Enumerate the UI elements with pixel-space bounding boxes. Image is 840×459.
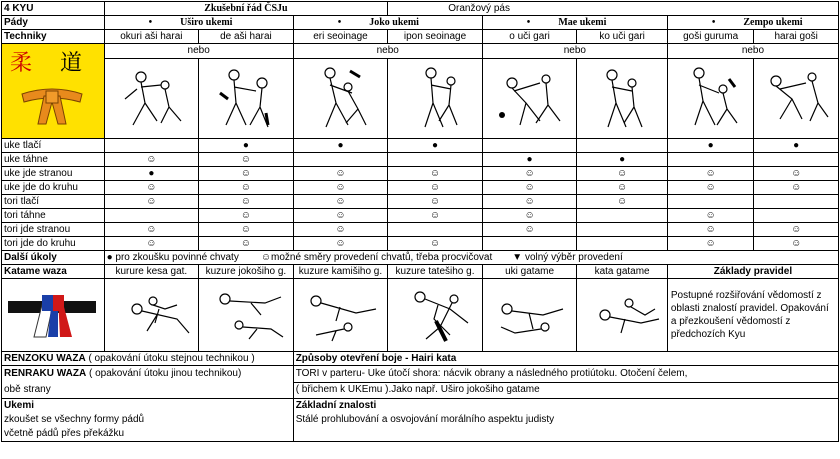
- symbol-cell: ☺: [104, 195, 199, 209]
- symbol-cell: [667, 153, 754, 167]
- symbol-cell: ☺: [388, 209, 483, 223]
- belt-label: Oranžový pás: [388, 2, 839, 16]
- katame-name: kuzure kamišiho g.: [293, 265, 388, 279]
- symbol-cell: ☺: [388, 237, 483, 251]
- zaklady-text: Postupné rozšiřování vědomostí z oblasti znalostí pravidel. Opakování a přezkoušení vědomostí z předchozích Kyu: [667, 279, 838, 352]
- symbol-cell: ☺: [199, 153, 294, 167]
- hold-illustration: [199, 279, 294, 352]
- symbol-cell: ☺: [482, 223, 577, 237]
- renraku-cell: RENRAKU WAZA ( opakování útoku jinou technikou) obě strany: [2, 366, 294, 399]
- throw-illustration: [199, 59, 294, 139]
- symbol-cell: ☺: [104, 223, 199, 237]
- symbol-cell: ☺: [482, 181, 577, 195]
- exam-title: Zkušební řád ČSJu: [104, 2, 388, 16]
- symbol-cell: ☺: [577, 195, 668, 209]
- katame-name: kata gatame: [577, 265, 668, 279]
- symbol-cell: ☺: [667, 209, 754, 223]
- symbol-cell: ●: [104, 167, 199, 181]
- symbol-cell: ●: [388, 139, 483, 153]
- nebo-label: nebo: [482, 44, 667, 59]
- renzoku-row: [2, 352, 839, 366]
- dalsi-row: [2, 251, 839, 265]
- symbol-cell: [577, 209, 668, 223]
- symbol-cell: [482, 139, 577, 153]
- symbol-cell: ☺: [388, 167, 483, 181]
- direction-label: uke jde stranou: [2, 167, 105, 181]
- technique-name: goši guruma: [667, 30, 754, 44]
- symbol-cell: [754, 195, 839, 209]
- direction-row: [2, 223, 839, 237]
- judo-logo: [2, 44, 105, 139]
- symbol-cell: ☺: [293, 223, 388, 237]
- symbol-cell: ☺: [577, 181, 668, 195]
- technique-name: ko uči gari: [577, 30, 668, 44]
- svg-text:道: 道: [60, 51, 83, 76]
- symbol-cell: ☺: [104, 181, 199, 195]
- katame-name: kuzure jokošiho g.: [199, 265, 294, 279]
- symbol-cell: [388, 223, 483, 237]
- pady-group-1: • Joko ukemi: [293, 16, 482, 30]
- hold-illustration: [104, 279, 199, 352]
- direction-label: uke tlačí: [2, 139, 105, 153]
- symbol-cell: ☺: [388, 195, 483, 209]
- throw-illustration: [577, 59, 668, 139]
- pady-row: [2, 16, 839, 30]
- symbol-cell: ☺: [754, 223, 839, 237]
- symbol-cell: ☺: [293, 167, 388, 181]
- techniky-label: Techniky: [2, 30, 105, 44]
- ukemi-row: [2, 399, 839, 442]
- pady-group-0: • Uširo ukemi: [104, 16, 293, 30]
- throw-illustration: [754, 59, 839, 139]
- kyu-label: 4 KYU: [2, 2, 105, 16]
- direction-label: tori táhne: [2, 209, 105, 223]
- znalosti-cell: Základní znalosti Stálé prohlubování a osvojování morálního aspektu judisty: [293, 399, 838, 442]
- dalsi-legend: ● pro zkoušku povinné chvaty ☺možné směry provedení chvatů, třeba procvičovat ▼ volný výběr provedení: [104, 251, 838, 265]
- direction-row: [2, 209, 839, 223]
- hold-illustration: [482, 279, 577, 352]
- direction-label: tori tlačí: [2, 195, 105, 209]
- katame-name: kuzure tatešiho g.: [388, 265, 483, 279]
- hold-illustration: [388, 279, 483, 352]
- judo-logo-icon: [2, 44, 102, 134]
- symbol-cell: ☺: [754, 167, 839, 181]
- symbol-cell: ☺: [199, 181, 294, 195]
- symbol-cell: ☺: [293, 209, 388, 223]
- symbol-cell: ☺: [199, 195, 294, 209]
- throw-illustration: [293, 59, 388, 139]
- katame-name: uki gatame: [482, 265, 577, 279]
- header-row: [2, 2, 839, 16]
- throw-illustration: [388, 59, 483, 139]
- symbol-cell: ☺: [667, 237, 754, 251]
- technique-name: eri seoinage: [293, 30, 388, 44]
- katame-label: Katame waza: [2, 265, 105, 279]
- renzoku-cell: RENZOKU WAZA ( opakování útoku stejnou technikou ): [2, 352, 294, 366]
- direction-label: uke jde do kruhu: [2, 181, 105, 195]
- symbol-cell: ☺: [293, 181, 388, 195]
- throw-illustration: [482, 59, 577, 139]
- symbol-cell: ●: [667, 139, 754, 153]
- symbol-cell: ☺: [482, 167, 577, 181]
- symbol-cell: [577, 139, 668, 153]
- symbol-cell: ☺: [667, 167, 754, 181]
- symbol-cell: [754, 209, 839, 223]
- belt-icon-cell: [2, 279, 105, 352]
- pady-group-2: • Mae ukemi: [482, 16, 667, 30]
- direction-row: [2, 181, 839, 195]
- symbol-cell: ☺: [293, 195, 388, 209]
- symbol-cell: ●: [754, 139, 839, 153]
- pady-label: Pády: [2, 16, 105, 30]
- symbol-cell: ☺: [577, 167, 668, 181]
- symbol-cell: ☺: [667, 223, 754, 237]
- direction-row: [2, 237, 839, 251]
- symbol-cell: ☺: [754, 237, 839, 251]
- symbol-cell: ●: [482, 153, 577, 167]
- nebo-label: nebo: [293, 44, 482, 59]
- symbol-cell: [754, 153, 839, 167]
- techniky-row: [2, 30, 839, 44]
- symbol-cell: ☺: [667, 181, 754, 195]
- renraku-row: [2, 366, 839, 383]
- direction-label: tori jde stranou: [2, 223, 105, 237]
- symbol-cell: ☺: [293, 237, 388, 251]
- throw-illustration: [667, 59, 754, 139]
- direction-row: [2, 167, 839, 181]
- dalsi-label: Další úkoly: [2, 251, 105, 265]
- nebo-label: nebo: [104, 44, 293, 59]
- direction-row: [2, 139, 839, 153]
- symbol-cell: [104, 209, 199, 223]
- symbol-cell: [667, 195, 754, 209]
- symbol-cell: [577, 223, 668, 237]
- symbol-cell: ☺: [199, 167, 294, 181]
- throw-pictures-row: [2, 59, 839, 139]
- hold-illustration: [293, 279, 388, 352]
- symbol-cell: [388, 153, 483, 167]
- symbol-cell: [293, 153, 388, 167]
- belt-icon: [4, 279, 100, 347]
- symbol-cell: [482, 237, 577, 251]
- symbol-cell: [104, 139, 199, 153]
- symbol-cell: ☺: [388, 181, 483, 195]
- nebo-row: [2, 44, 839, 59]
- symbol-cell: ☺: [199, 237, 294, 251]
- symbol-cell: ☺: [199, 209, 294, 223]
- ukemi-cell: Ukemi zkoušet se všechny formy pádů včetně pádů přes překážku: [2, 399, 294, 442]
- direction-row: [2, 153, 839, 167]
- symbol-cell: ☺: [199, 223, 294, 237]
- technique-name: o uči gari: [482, 30, 577, 44]
- symbol-cell: ☺: [754, 181, 839, 195]
- katame-header-row: [2, 265, 839, 279]
- technique-name: de aši harai: [199, 30, 294, 44]
- technique-name: ipon seoinage: [388, 30, 483, 44]
- symbol-cell: ●: [577, 153, 668, 167]
- symbol-cell: ●: [199, 139, 294, 153]
- katame-pictures-row: [2, 279, 839, 352]
- symbol-cell: ☺: [104, 153, 199, 167]
- symbol-cell: [577, 237, 668, 251]
- zpusoby-line1: TORI v parteru- Uke útočí shora: nácvik obrany a následného protiútoku. Otočení čelem,: [293, 366, 838, 383]
- symbol-cell: ●: [293, 139, 388, 153]
- zpusoby-line2: ( břichem k UKEmu ).Jako např. Uširo jokošiho gatame: [293, 382, 838, 399]
- zaklady-title: Základy pravidel: [667, 265, 838, 279]
- svg-text:柔: 柔: [10, 51, 33, 76]
- direction-label: tori jde do kruhu: [2, 237, 105, 251]
- direction-label: uke táhne: [2, 153, 105, 167]
- zpusoby-title: Způsoby otevření boje - Hairi kata: [293, 352, 838, 366]
- direction-row: [2, 195, 839, 209]
- katame-name: kurure kesa gat.: [104, 265, 199, 279]
- pady-group-3: • Zempo ukemi: [667, 16, 838, 30]
- symbol-cell: ☺: [482, 195, 577, 209]
- technique-name: harai goši: [754, 30, 839, 44]
- symbol-cell: ☺: [104, 237, 199, 251]
- throw-illustration: [104, 59, 199, 139]
- exam-table: [1, 1, 839, 442]
- nebo-label: nebo: [667, 44, 838, 59]
- symbol-cell: ☺: [482, 209, 577, 223]
- technique-name: okuri aši harai: [104, 30, 199, 44]
- hold-illustration: [577, 279, 668, 352]
